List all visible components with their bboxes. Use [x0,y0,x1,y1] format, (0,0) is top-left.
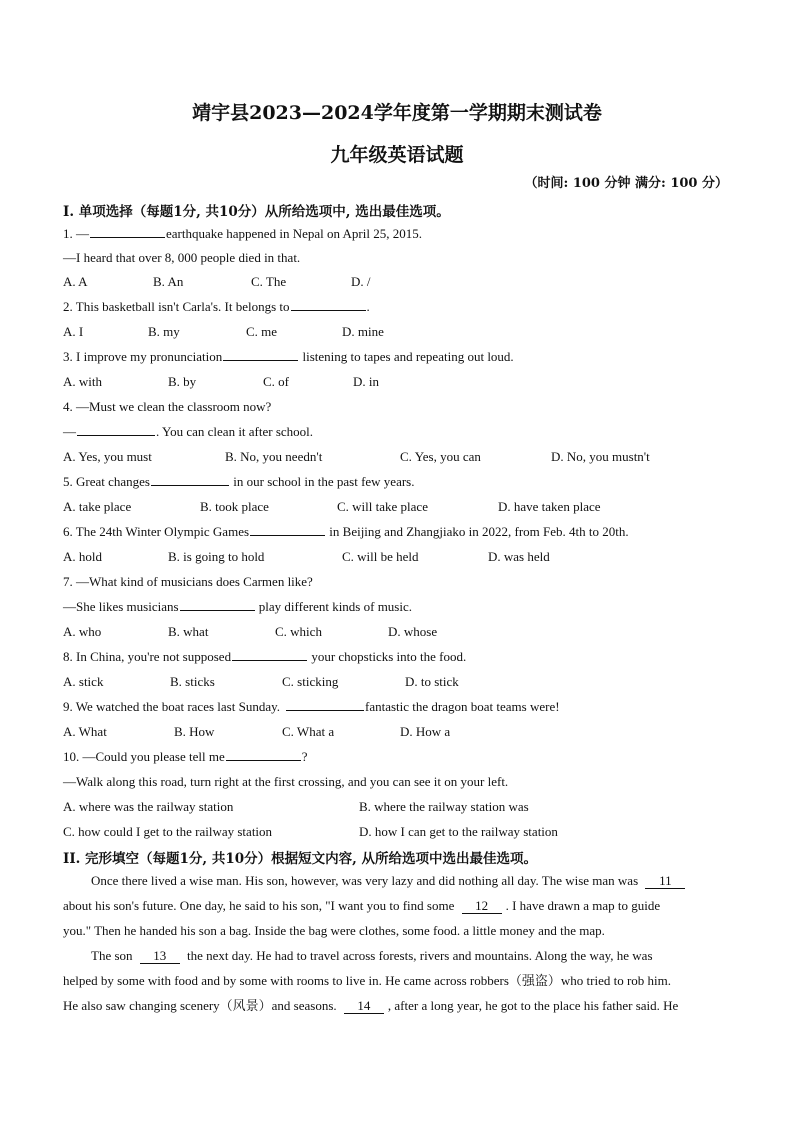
option[interactable]: C. The [251,274,287,289]
section1-heading: I. 单项选择（每题1分, 共10分）从所给选项中, 选出最佳选项。 [63,204,450,220]
option[interactable]: D. was held [488,549,550,564]
answer-blank[interactable] [291,298,366,311]
question-1-reply: —I heard that over 8, 000 people died in that. [63,250,301,265]
exam-subtitle: 九年级英语试题 [330,144,464,166]
option[interactable]: A. take place [63,499,132,514]
passage-line: Once there lived a wise man. His son, however, was very lazy and did nothing all day. The wise man was 11 [91,872,689,890]
passage-line: The son 13 the next day. He had to travel across forests, rivers and mountains. Along the way, he was [91,948,653,963]
option[interactable]: C. me [246,324,278,339]
option[interactable]: C. What a [282,724,335,739]
blank-number[interactable]: 13 [140,949,180,964]
option[interactable]: B. is going to hold [168,549,265,564]
option[interactable]: A. where was the railway station [63,799,234,814]
option[interactable]: D. have taken place [498,499,601,514]
option[interactable]: A. hold [63,549,102,564]
question-10-options-row1 [63,798,743,816]
option[interactable]: B. took place [200,499,269,514]
option[interactable]: B. where the railway station was [359,799,529,814]
option[interactable]: B. my [148,324,180,339]
answer-blank[interactable] [250,523,325,536]
option[interactable]: B. No, you needn't [225,449,323,464]
question-10-reply: —Walk along this road, turn right at the first crossing, and you can see it on your left. [63,774,509,789]
option[interactable]: B. by [168,374,197,389]
question-8-options [63,673,743,691]
question-10: 10. —Could you please tell me ? [63,749,308,764]
option[interactable]: A. stick [63,674,104,689]
question-4-reply: — . You can clean it after school. [63,424,314,439]
answer-blank[interactable] [226,748,301,761]
answer-blank[interactable] [90,225,165,238]
option[interactable]: B. what [168,624,209,639]
question-8: 8. In China, you're not supposed your chopsticks into the food. [63,649,467,664]
question-1-options [63,273,743,291]
option[interactable]: D. how I can get to the railway station [359,824,558,839]
option[interactable]: D. in [353,374,379,389]
question-10-options-row2 [63,823,743,841]
question-4-options [63,448,743,466]
question-6-options [63,548,743,566]
question-4: 4. —Must we clean the classroom now? [63,399,272,414]
option[interactable]: A. with [63,374,102,389]
option[interactable]: C. of [263,374,289,389]
question-6: 6. The 24th Winter Olympic Games in Beijing and Zhangjiako in 2022, from Feb. 4th to 20th. [63,524,629,539]
answer-blank[interactable] [286,698,364,711]
option[interactable]: B. How [174,724,215,739]
option[interactable]: C. how could I get to the railway station [63,824,273,839]
option[interactable]: A. who [63,624,102,639]
option[interactable]: A. What [63,724,107,739]
answer-blank[interactable] [223,348,298,361]
option[interactable]: D. No, you mustn't [551,449,650,464]
option[interactable]: C. will be held [342,549,419,564]
question-9: 9. We watched the boat races last Sunday. fantastic the dragon boat teams were! [63,699,560,714]
blank-number[interactable]: 12 [462,899,502,914]
option[interactable]: A. A [63,274,88,289]
answer-blank[interactable] [180,598,255,611]
question-1: 1. — earthquake happened in Nepal on April 25, 2015. [63,226,422,241]
question-7-reply: —She likes musicians play different kinds of music. [63,599,412,614]
option[interactable]: B. An [153,274,184,289]
section2-heading: II. 完形填空（每题1分, 共10分）根据短文内容, 从所给选项中选出最佳选项。 [63,851,538,867]
question-2: 2. This basketball isn't Carla's. It belongs to . [63,299,370,314]
option[interactable]: C. will take place [337,499,428,514]
option[interactable]: D. whose [388,624,438,639]
option[interactable]: D. / [351,274,371,289]
option[interactable]: A. I [63,324,84,339]
question-9-options [63,723,743,741]
option[interactable]: A. Yes, you must [63,449,152,464]
passage-line: helped by some with food and by some with rooms to live in. He came across robbers（强盗）who tried to rob him. [63,973,672,988]
question-5-options [63,498,743,516]
option[interactable]: B. sticks [170,674,215,689]
passage-line: about his son's future. One day, he said to his son, "I want you to find some 12 . I have drawn a map to guide [63,898,661,913]
question-5: 5. Great changes in our school in the past few years. [63,474,415,489]
answer-blank[interactable] [151,473,229,486]
answer-blank[interactable] [232,648,307,661]
blank-number[interactable]: 11 [645,874,685,889]
option[interactable]: C. sticking [282,674,339,689]
question-3-options [63,373,743,391]
option[interactable]: D. mine [342,324,384,339]
option[interactable]: C. Yes, you can [400,449,481,464]
answer-blank[interactable] [77,423,155,436]
question-7: 7. —What kind of musicians does Carmen like? [63,574,313,589]
blank-number[interactable]: 14 [344,999,384,1014]
option[interactable]: C. which [275,624,322,639]
exam-time-score: （时间: 100 分钟 满分: 100 分） [524,176,728,191]
option[interactable]: D. to stick [405,674,459,689]
passage-line: He also saw changing scenery（风景）and seasons. 14 , after a long year, he got to the place his father said. He [63,998,679,1013]
passage-line: you." Then he handed his son a bag. Inside the bag were clothes, some food. a little money and the map. [63,923,605,938]
question-3: 3. I improve my pronunciation listening to tapes and repeating out loud. [63,349,514,364]
option[interactable]: D. How a [400,724,451,739]
question-7-options [63,623,743,641]
exam-title: 靖宇县2023—2024学年度第一学期期末测试卷 [192,102,602,124]
question-2-options [63,323,743,341]
